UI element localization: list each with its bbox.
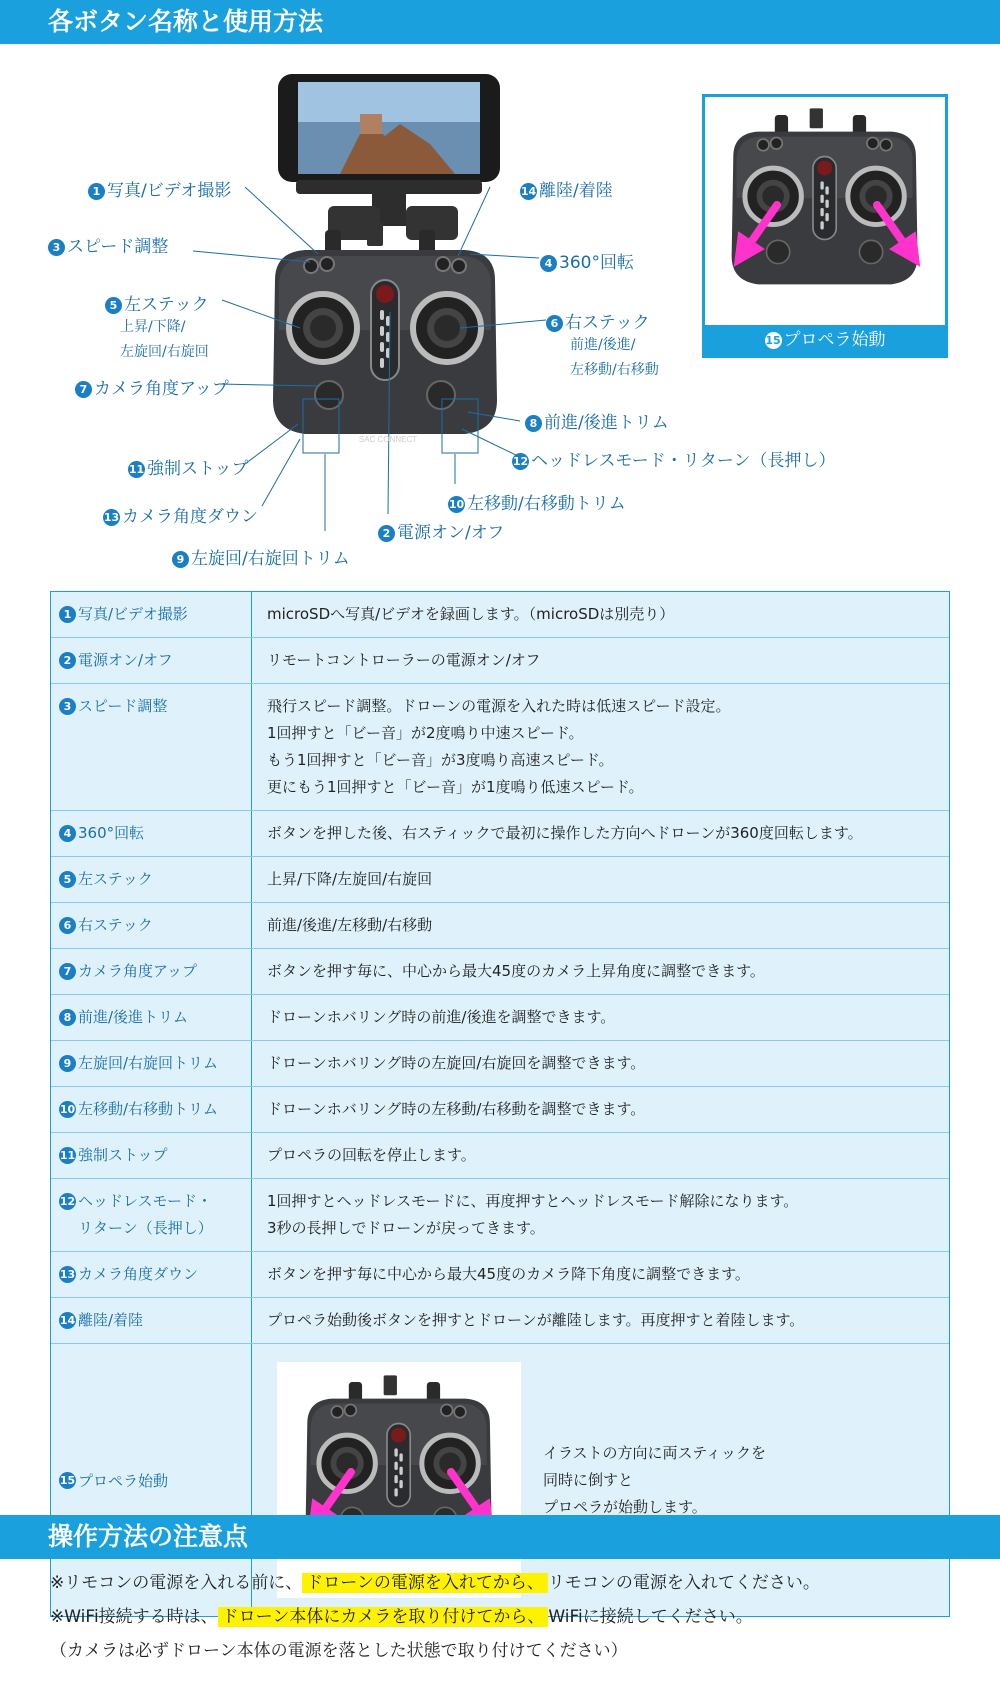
callout-caption: 15 プロペラ始動	[705, 325, 945, 355]
row-name: 2 電源オン/オフ	[51, 638, 252, 683]
right-stick-sub: 前進/後進/ 左移動/右移動	[570, 337, 659, 378]
row-name: 14 離陸/着陸	[51, 1298, 252, 1343]
controller-diagram	[0, 44, 1000, 584]
note-highlight: ドローンの電源を入れてから、	[302, 1573, 548, 1593]
left-stick-sub: 上昇/下降/ 左旋回/右旋回	[120, 319, 209, 360]
label-side-trim: 10 左移動/右移動トリム	[448, 494, 626, 514]
row-name: 12 ヘッドレスモード・ リターン（長押し）	[51, 1179, 252, 1251]
label-left-stick: 5 左ステック	[105, 290, 209, 315]
row-name: 1 写真/ビデオ撮影	[51, 592, 252, 637]
label-camera-down: 13 カメラ角度ダウン	[103, 507, 258, 527]
section-title: 各ボタン名称と使用方法	[48, 7, 324, 36]
table-row	[51, 592, 949, 637]
row-desc: プロペラ始動後ボタンを押すとドローンが離陸します。再度押すと着陸します。	[267, 1311, 805, 1329]
label-right-stick: 6 右ステック	[546, 308, 650, 333]
row-name: 11 強制ストップ	[51, 1133, 252, 1178]
section-title: 操作方法の注意点	[48, 1522, 249, 1551]
label-power: 2 電源オン/オフ	[378, 518, 504, 543]
label-360: 4 360°回転	[540, 248, 634, 273]
label-photo-video: 1 写真/ビデオ撮影	[88, 176, 231, 201]
table-row	[51, 1132, 949, 1178]
row-name: 8 前進/後進トリム	[51, 995, 252, 1040]
table-row	[51, 1086, 949, 1132]
table-row	[51, 637, 949, 683]
note-line-3: （カメラは必ずドローン本体の電源を落とした状態で取り付けてください）	[50, 1641, 628, 1661]
table-row	[51, 902, 949, 948]
row-name: 15 プロペラ始動	[51, 1344, 252, 1616]
label-headless: 12 ヘッドレスモード・リターン（長押し）	[512, 451, 836, 471]
section-header-notes	[0, 1515, 1000, 1559]
row-desc: 上昇/下降/左旋回/右旋回	[267, 870, 433, 888]
label-rotate-trim: 9 左旋回/右旋回トリム	[172, 544, 350, 569]
row-name: 3 スピード調整	[51, 684, 252, 810]
row-name: 10 左移動/右移動トリム	[51, 1087, 252, 1132]
row-desc: 飛行スピード調整。ドローンの電源を入れた時は低速スピード設定。 1回押すと「ビー音」が2度鳴り中速スピード。 もう1回押すと「ビー音」が3度鳴り高速スピード。 更にもう1回押すと「ビー音」が1度鳴り低速スピード。	[267, 697, 731, 796]
table-row	[51, 1251, 949, 1297]
section-header-buttons	[0, 0, 1000, 44]
row-desc: microSDへ写真/ビデオを録画します。（microSDは別売り）	[267, 605, 675, 623]
label-takeoff-land: 14 離陸/着陸	[520, 181, 613, 201]
label-forward-trim: 8 前進/後進トリム	[525, 408, 669, 433]
row-desc: ボタンを押す毎に中心から最大45度のカメラ降下角度に調整できます。	[267, 1265, 750, 1283]
row-desc: ボタンを押す毎に、中心から最大45度のカメラ上昇角度に調整できます。	[267, 962, 765, 980]
label-speed: 3 スピード調整	[48, 232, 168, 257]
row15-controller-image	[277, 1362, 521, 1598]
row-name: 4 360°回転	[51, 811, 252, 856]
table-row	[51, 856, 949, 902]
row-desc: ドローンホバリング時の左移動/右移動を調整できます。	[267, 1100, 646, 1118]
table-row	[51, 994, 949, 1040]
note-line-1: ※リモコンの電源を入れる前に、 ドローンの電源を入れてから、 リモコンの電源を入れてください。	[50, 1573, 820, 1593]
row-desc: プロペラの回転を停止します。	[267, 1146, 476, 1164]
note-highlight: ドローン本体にカメラを取り付けてから、	[218, 1607, 549, 1627]
note-line-2: ※WiFi接続する時は、 ドローン本体にカメラを取り付けてから、 WiFiに接続してください。	[50, 1607, 753, 1627]
row15-desc-text: イラストの方向に両スティックを 同時に倒すと プロペラが始動します。	[543, 1443, 767, 1516]
propeller-start-callout	[702, 94, 948, 358]
table-row	[51, 948, 949, 994]
button-function-table	[50, 591, 950, 1617]
row-name: 5 左ステック	[51, 857, 252, 902]
row-desc: ドローンホバリング時の左旋回/右旋回を調整できます。	[267, 1054, 646, 1072]
row-name: 6 右ステック	[51, 903, 252, 948]
row-desc: ドローンホバリング時の前進/後進を調整できます。	[267, 1008, 616, 1026]
row-desc: 1回押すとヘッドレスモードに、再度押すとヘッドレスモード解除になります。 3秒の長押しでドローンが戻ってきます。	[267, 1192, 799, 1237]
brand-text: SAC CONNECT	[358, 435, 418, 444]
row-name: 9 左旋回/右旋回トリム	[51, 1041, 252, 1086]
notes	[50, 1566, 970, 1668]
label-camera-up: 7 カメラ角度アップ	[75, 374, 229, 399]
row-name: 7 カメラ角度アップ	[51, 949, 252, 994]
row-desc: リモートコントローラーの電源オン/オフ	[267, 651, 541, 669]
row-desc: ボタンを押した後、右スティックで最初に操作した方向へドローンが360度回転します。	[267, 824, 863, 842]
table-row	[51, 683, 949, 810]
table-row	[51, 1040, 949, 1086]
table-row	[51, 1297, 949, 1343]
table-row	[51, 1178, 949, 1251]
row-desc: 前進/後進/左移動/右移動	[267, 916, 433, 934]
callout-controller-image	[705, 97, 945, 325]
table-row	[51, 810, 949, 856]
label-emergency-stop: 11 強制ストップ	[128, 459, 249, 479]
row-name: 13 カメラ角度ダウン	[51, 1252, 252, 1297]
